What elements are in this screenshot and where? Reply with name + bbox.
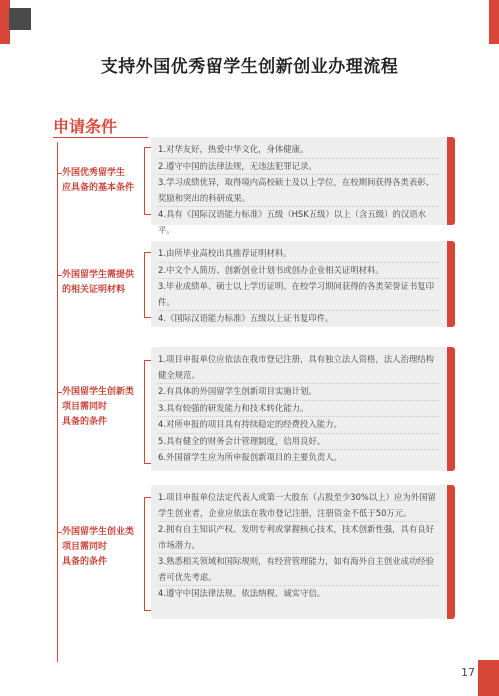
card-item: 3.熟悉相关领域和国际规则，有经营管理能力，如有海外自主创业成功经验者可优先考虑。 bbox=[158, 553, 439, 585]
row-label-line: 外国留学生创业类 bbox=[62, 527, 135, 537]
card-item: 1.项目申报单位应依法在我市登记注册，具有独立法人资格，法人治理结构健全规范。 bbox=[158, 354, 434, 380]
card-accent-bar bbox=[447, 241, 455, 327]
card-item: 1.由所毕业高校出具推荐证明材料。 bbox=[158, 248, 292, 258]
card-entrepreneurship-conditions bbox=[151, 485, 447, 619]
card-item: 2.有具体的外国留学生创新项目实施计划。 bbox=[158, 383, 439, 400]
card-required-documents bbox=[151, 241, 447, 327]
section-underline bbox=[53, 137, 148, 138]
row-bracket bbox=[144, 252, 151, 318]
row-connector bbox=[57, 275, 62, 276]
card-item: 3.具有较强的研发能力和技术转化能力。 bbox=[158, 400, 439, 417]
section-heading: 申请条件 bbox=[53, 117, 118, 136]
row-connector bbox=[57, 532, 62, 533]
card-item: 1.项目申报单位法定代表人或第一大股东（占股至少30%以上）应为外国留学生创业者，企业应依法在我市登记注册，注册资金不低于50万元。 bbox=[158, 492, 436, 518]
row-connector bbox=[57, 173, 62, 174]
card-accent-bar bbox=[447, 137, 455, 225]
card-basic-conditions bbox=[151, 137, 447, 235]
row-connector bbox=[57, 392, 62, 393]
row-label-line: 具备的条件 bbox=[62, 557, 108, 567]
row-bracket bbox=[144, 497, 151, 611]
page-title: 支持外国优秀留学生创新创业办理流程 bbox=[100, 57, 399, 77]
row-label-line: 具备的条件 bbox=[62, 417, 108, 427]
row-label-line: 应具备的基本条件 bbox=[62, 183, 135, 193]
row-bracket bbox=[144, 360, 151, 464]
card-item: 4.遵守中国法律法规、依法纳税、诚实守信。 bbox=[158, 585, 439, 602]
card-item: 2.遵守中国的法律法规，无违法犯罪记录。 bbox=[158, 158, 439, 175]
top-left-square-mark bbox=[9, 8, 31, 30]
card-item: 3.毕业成绩单、硕士以上学历证明、在校学习期间获得的各类荣誉证书复印件。 bbox=[158, 278, 439, 310]
row-bracket bbox=[144, 147, 151, 215]
card-item: 5.具有健全的财务会计管理制度，信用良好。 bbox=[158, 433, 439, 450]
card-item: 4.对所申报的项目具有持续稳定的经费投入能力。 bbox=[158, 416, 439, 433]
row-label-line: 项目需同时 bbox=[62, 402, 108, 412]
card-innovation-conditions bbox=[151, 347, 447, 471]
page-number-accent-bar bbox=[478, 660, 499, 696]
card-item: 2.拥有自主知识产权、发明专利或掌握核心技术，技术创新性强，具有良好市场潜力。 bbox=[158, 521, 439, 553]
row-label-line: 的相关证明材料 bbox=[62, 285, 126, 295]
card-item: 4.具有《国际汉语能力标准》五级（HSK五级）以上（含五级）的汉语水平。 bbox=[158, 206, 439, 238]
card-item: 1.对华友好，热爱中华文化，身体健康。 bbox=[158, 144, 309, 154]
card-item: 3.学习成绩优异，取得境内高校硕士及以上学位，在校期间获得各类表彰、奖励和突出的科研成果。 bbox=[158, 174, 439, 206]
page-number: 17 bbox=[461, 666, 475, 679]
row-label-line: 外国优秀留学生 bbox=[62, 168, 126, 178]
row-label-line: 外国留学生创新类 bbox=[62, 387, 135, 397]
card-accent-bar bbox=[447, 485, 455, 619]
card-item: 4.《国际汉语能力标准》五级以上证书复印件。 bbox=[158, 310, 439, 327]
card-accent-bar bbox=[447, 347, 455, 471]
row-label-line: 项目需同时 bbox=[62, 542, 108, 552]
row-label-line: 外国留学生需提供 bbox=[62, 270, 135, 280]
timeline-line bbox=[57, 142, 58, 662]
card-item: 2.中文个人简历、创新创业计划书或创办企业相关证明材料。 bbox=[158, 262, 439, 279]
card-item: 6.外国留学生应为所申报创新项目的主要负责人。 bbox=[158, 449, 439, 466]
top-right-accent-bar bbox=[489, 0, 499, 44]
